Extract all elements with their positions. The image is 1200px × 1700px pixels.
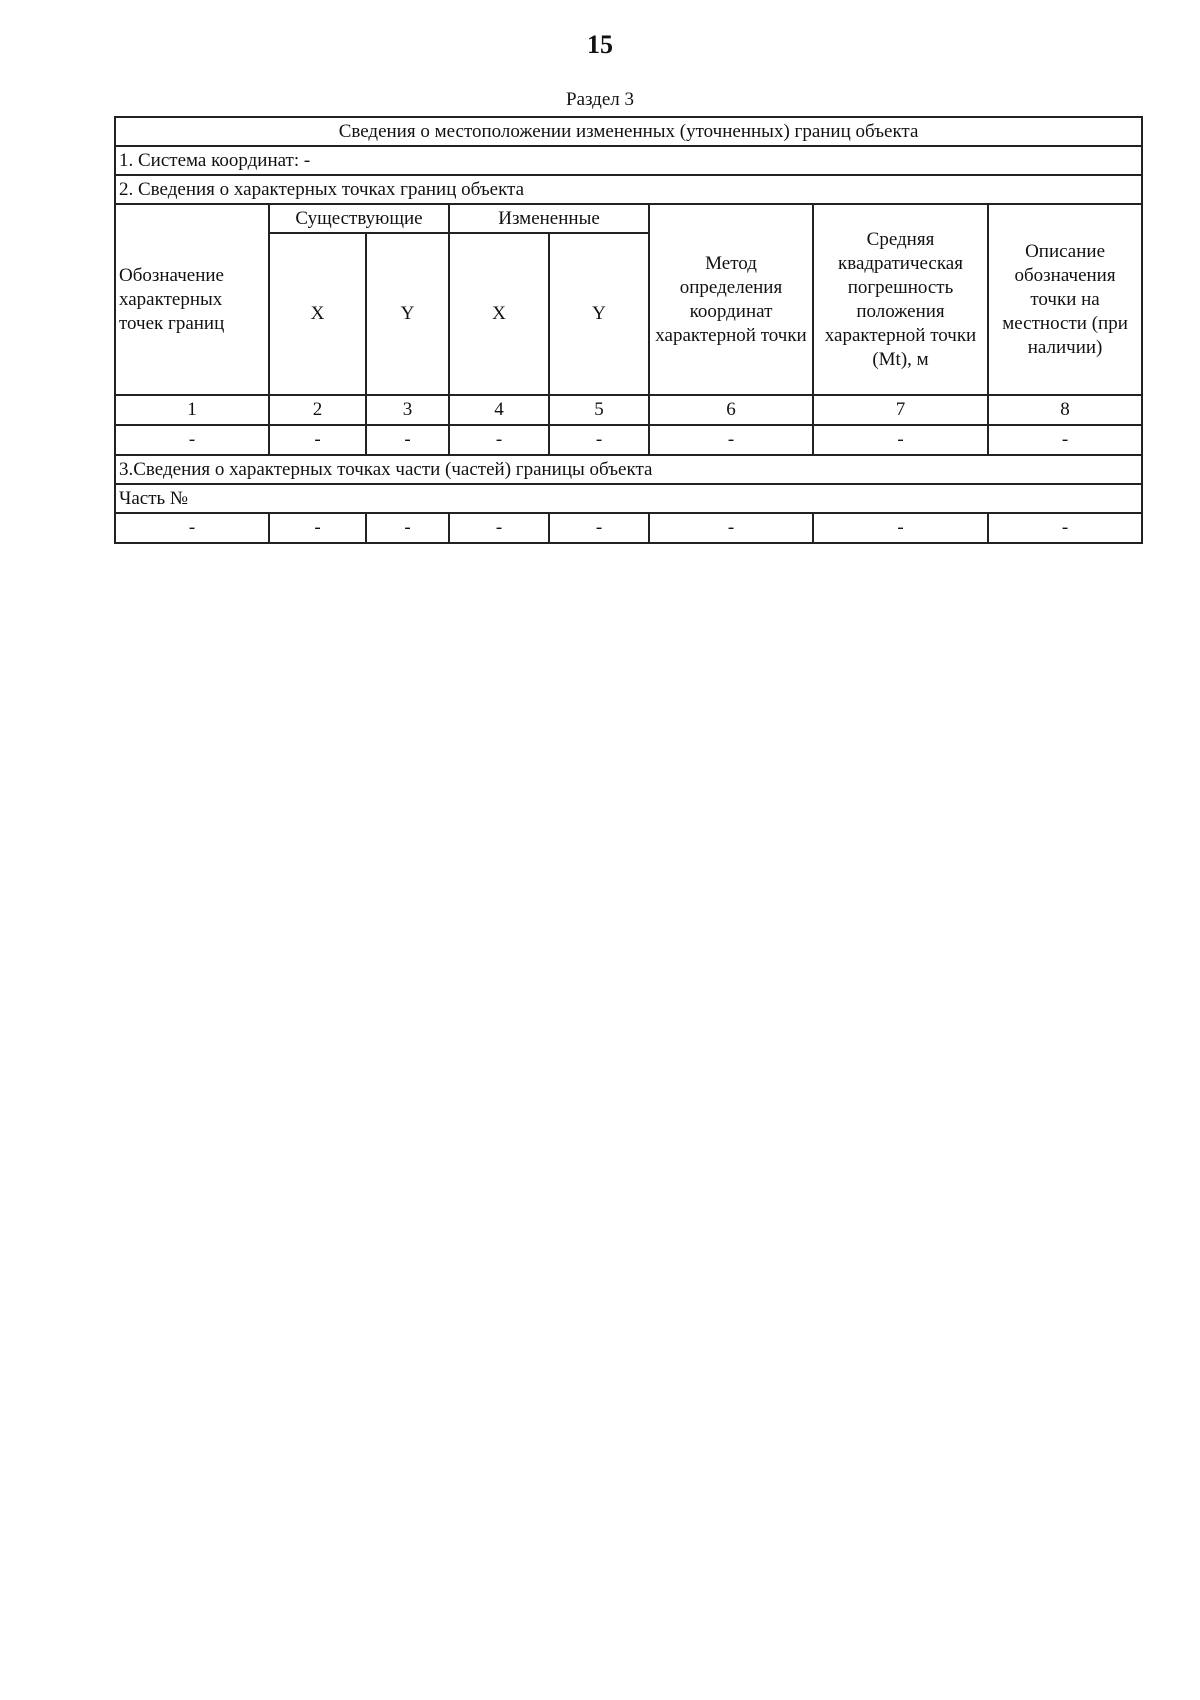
column-number: 6	[649, 395, 813, 425]
header-method: Метод определения координат характерной точки	[649, 204, 813, 395]
table-cell: -	[449, 513, 549, 543]
column-number: 3	[366, 395, 449, 425]
column-number: 8	[988, 395, 1142, 425]
header-changed-y: Y	[549, 233, 649, 395]
table-cell: -	[549, 425, 649, 455]
table-cell: -	[366, 425, 449, 455]
table-cell: -	[813, 513, 988, 543]
header-description: Описание обозначения точки на местности (при наличии)	[988, 204, 1142, 395]
table-cell: -	[649, 425, 813, 455]
header-existing-y: Y	[366, 233, 449, 395]
table-cell: -	[649, 513, 813, 543]
table-title: Сведения о местоположении измененных (уточненных) границ объекта	[115, 117, 1142, 146]
boundary-points-table	[114, 116, 1143, 544]
header-existing-x: X	[269, 233, 366, 395]
column-number: 5	[549, 395, 649, 425]
section-title: Раздел 3	[566, 89, 634, 110]
table-cell: -	[813, 425, 988, 455]
table-cell: -	[115, 425, 269, 455]
page-number: 15	[587, 30, 613, 59]
column-number: 2	[269, 395, 366, 425]
part-label-row: Часть №	[115, 484, 1142, 513]
points-heading-row: 2. Сведения о характерных точках границ объекта	[115, 175, 1142, 204]
table-cell: -	[366, 513, 449, 543]
header-changed-x: X	[449, 233, 549, 395]
header-existing: Существующие	[269, 204, 449, 233]
table-row	[115, 513, 1142, 543]
table-cell: -	[988, 425, 1142, 455]
table-cell: -	[269, 513, 366, 543]
header-designation: Обозначение характерных точек границ	[115, 204, 269, 395]
table-cell: -	[549, 513, 649, 543]
column-numbers-row	[115, 395, 1142, 425]
table-row	[115, 425, 1142, 455]
table-cell: -	[269, 425, 366, 455]
coordinate-system-row: 1. Система координат: -	[115, 146, 1142, 175]
parts-heading-row: 3.Сведения о характерных точках части (частей) границы объекта	[115, 455, 1142, 484]
table-cell: -	[115, 513, 269, 543]
column-number: 1	[115, 395, 269, 425]
column-number: 7	[813, 395, 988, 425]
table-cell: -	[988, 513, 1142, 543]
header-changed: Измененные	[449, 204, 649, 233]
header-error: Средняя квадратическая погрешность положения характерной точки (Mt), м	[813, 204, 988, 395]
table-cell: -	[449, 425, 549, 455]
column-number: 4	[449, 395, 549, 425]
